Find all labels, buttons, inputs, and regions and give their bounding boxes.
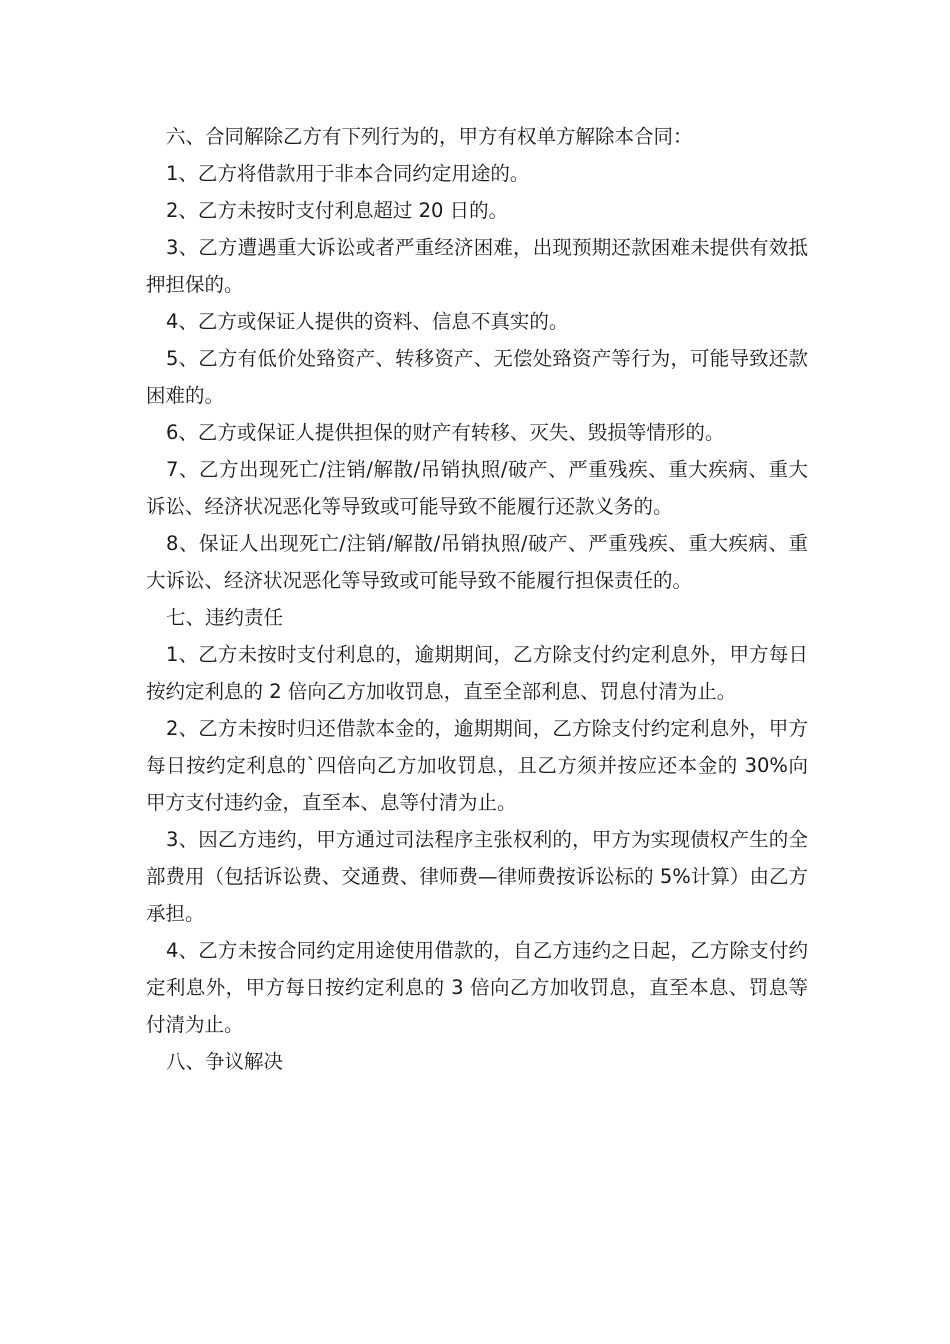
- termination-clause-5: 5、乙方有低价处臵资产、转移资产、无偿处臵资产等行为，可能导致还款困难的。: [146, 347, 808, 407]
- section-heading-termination: 六、合同解除乙方有下列行为的，甲方有权单方解除本合同：: [166, 125, 693, 148]
- termination-clause-3: 3、乙方遭遇重大诉讼或者严重经济困难，出现预期还款困难未提供有效抵押担保的。: [146, 236, 808, 296]
- termination-clause-7: 7、乙方出现死亡/注销/解散/吊销执照/破产、严重残疾、重大疾病、重大诉讼、经济状况恶化等导致或可能导致不能履行还款义务的。: [146, 458, 808, 518]
- liability-clause-4: 4、乙方未按合同约定用途使用借款的，自乙方违约之日起，乙方除支付约定利息外，甲方每日按约定利息的 3 倍向乙方加收罚息，直至本息、罚息等付清为止。: [146, 939, 808, 1036]
- termination-clause-8: 8、保证人出现死亡/注销/解散/吊销执照/破产、严重残疾、重大疾病、重大诉讼、经济状况恶化等导致或可能导致不能履行担保责任的。: [146, 532, 808, 592]
- liability-clause-2: 2、乙方未按时归还借款本金的，逾期期间，乙方除支付约定利息外，甲方每日按约定利息的`四倍向乙方加收罚息，且乙方须并按应还本金的 30%向甲方支付违约金，直至本、息等付清为止。: [146, 717, 808, 814]
- termination-clause-1: 1、乙方将借款用于非本合同约定用途的。: [166, 162, 530, 185]
- section-heading-dispute: 八、争议解决: [166, 1050, 284, 1073]
- section-heading-liability: 七、违约责任: [166, 606, 284, 629]
- termination-clause-2: 2、乙方未按时支付利息超过 20 日的。: [166, 199, 509, 222]
- liability-clause-3: 3、因乙方违约，甲方通过司法程序主张权利的，甲方为实现债权产生的全部费用（包括诉讼费、交通费、律师费—律师费按诉讼标的 5%计算）由乙方承担。: [146, 828, 808, 925]
- liability-clause-1: 1、乙方未按时支付利息的，逾期期间，乙方除支付约定利息外，甲方每日按约定利息的 2 倍向乙方加收罚息，直至全部利息、罚息付清为止。: [146, 643, 808, 703]
- document-body: [146, 118, 808, 1080]
- termination-clause-6: 6、乙方或保证人提供担保的财产有转移、灭失、毁损等情形的。: [166, 421, 725, 444]
- termination-clause-4: 4、乙方或保证人提供的资料、信息不真实的。: [166, 310, 569, 333]
